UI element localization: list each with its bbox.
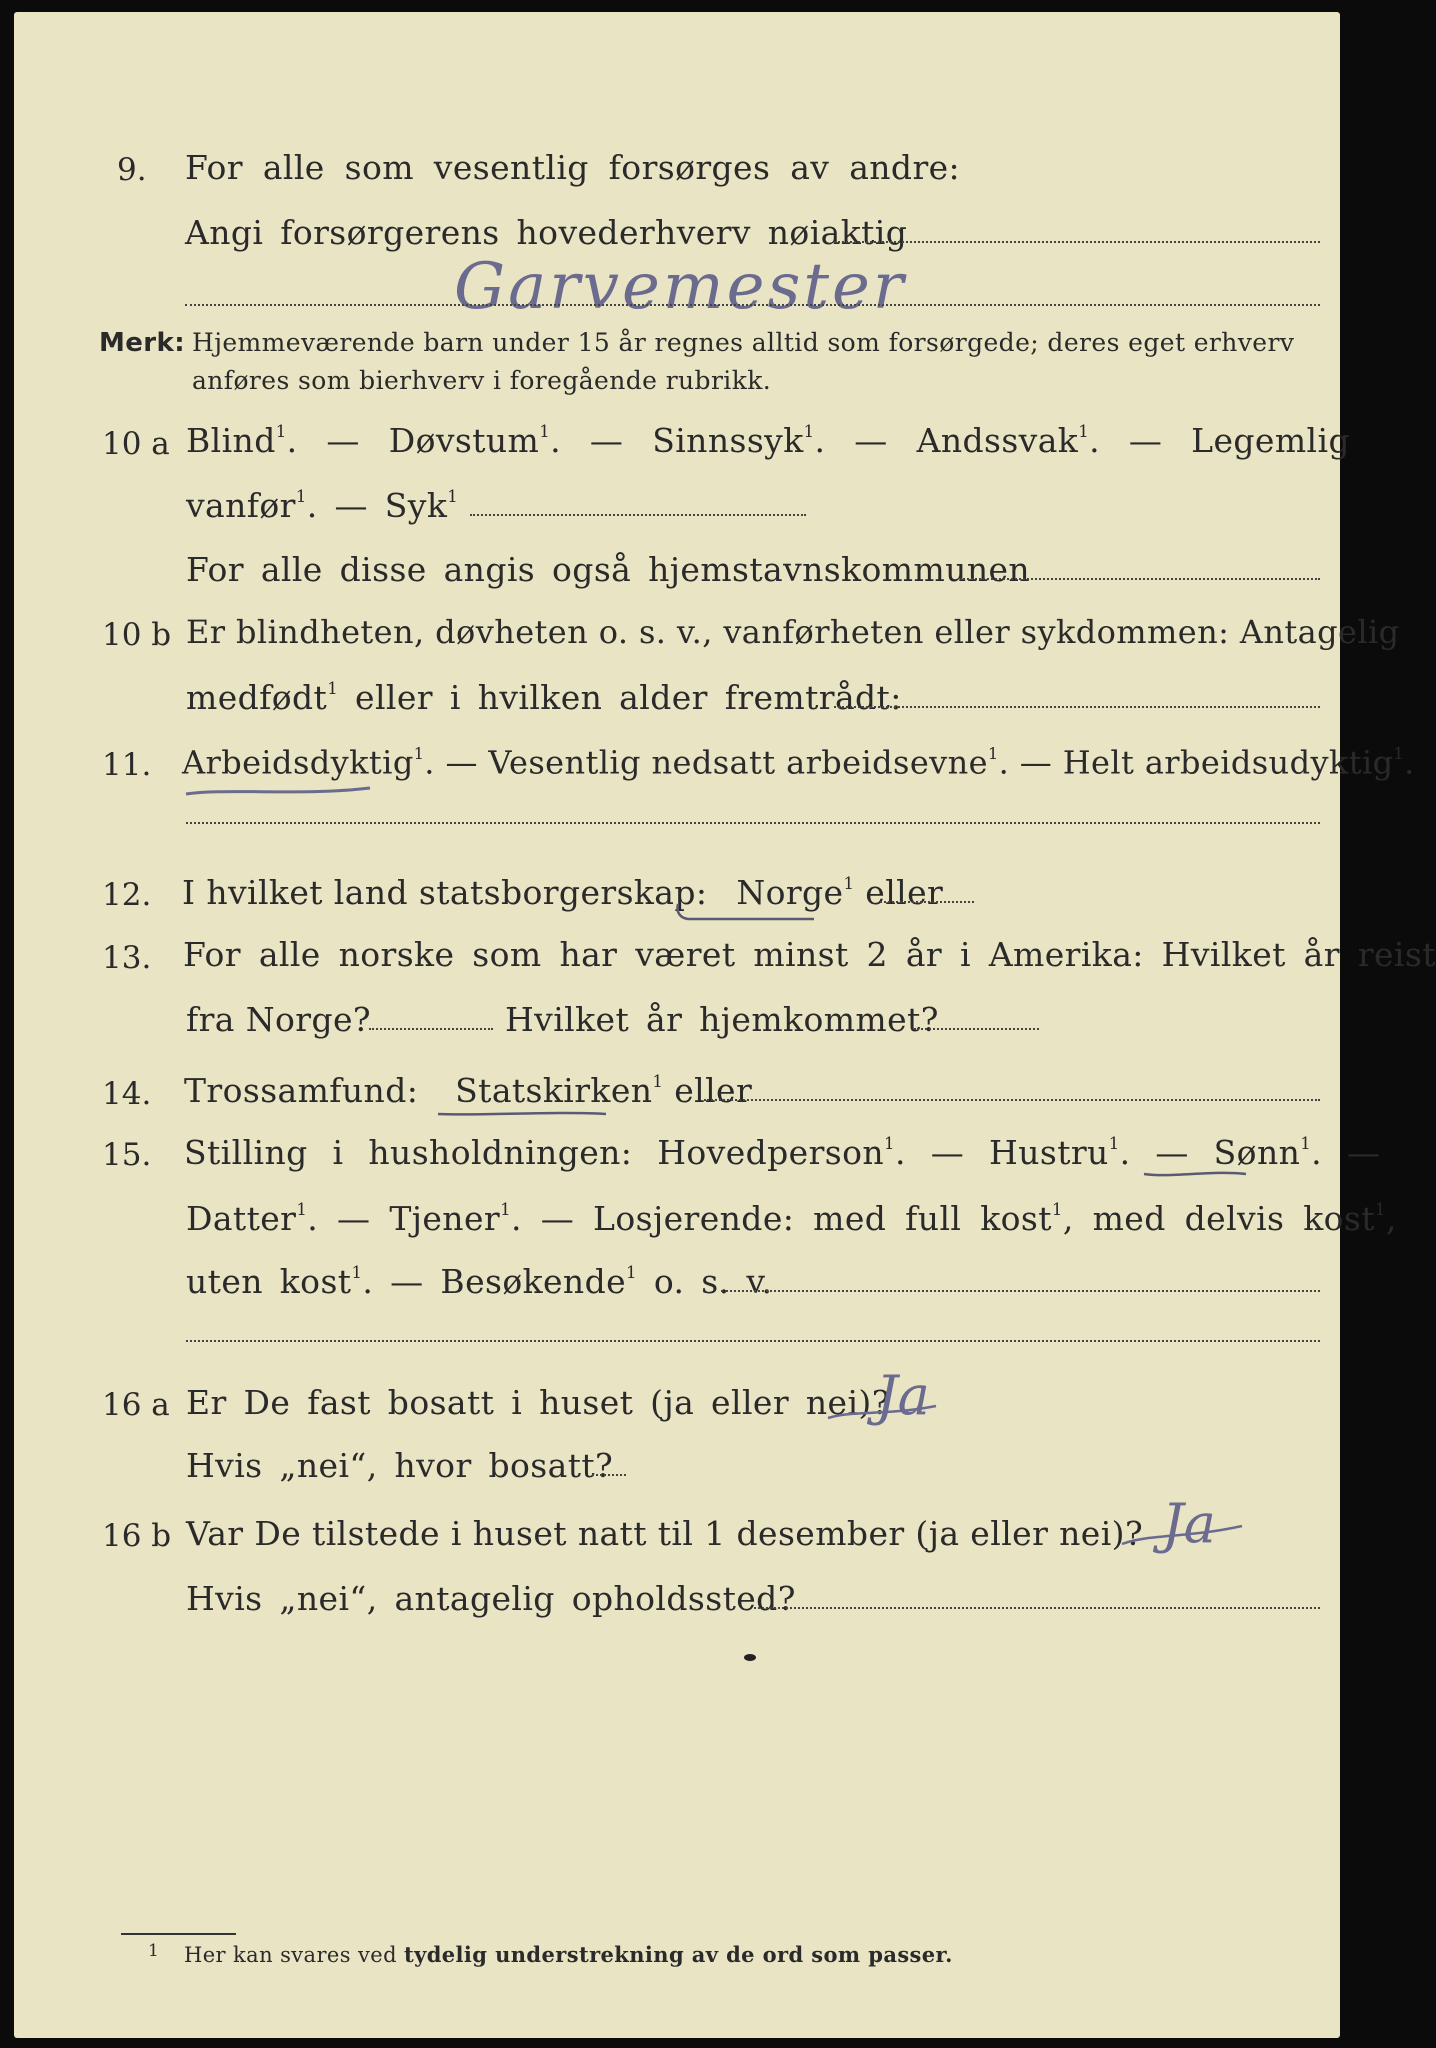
q14-statskirken: Statskirken: [455, 1071, 653, 1110]
q15-uten-kost: uten kost: [186, 1262, 352, 1301]
q9-answer-line-1: [834, 241, 1320, 243]
q15-number: 15.: [102, 1137, 152, 1173]
footnote-rule: [121, 1933, 236, 1935]
q10a-line3: For alle disse angis også hjemstavnskommunen: [186, 550, 1031, 589]
q15-tjener: . — Tjener: [307, 1199, 501, 1238]
q10b-line1: Er blindheten, døvheten o. s. v., vanførheten eller sykdommen: Antagelig: [186, 613, 1400, 651]
q15-datter: Datter: [186, 1199, 297, 1238]
q9-number: 9.: [117, 152, 147, 188]
q11-nedsatt: . — Vesentlig nedsatt arbeidsevne: [424, 743, 988, 782]
q15-answer-line-2: [186, 1340, 1320, 1342]
q15-besokende: . — Besøkende: [362, 1262, 627, 1301]
q10a-number: 10 a: [102, 426, 170, 462]
footnote-text: Her kan svares ved: [184, 1943, 404, 1967]
q16b-opholdssted-line: [754, 1607, 1320, 1609]
ink-dot: [744, 1654, 756, 1661]
q13-reist-line: [369, 1028, 493, 1030]
q12-eller: eller: [854, 873, 944, 912]
merk-line2: anføres som bierhverv i foregående rubrikk.: [192, 366, 772, 395]
merk-line1: Hjemmeværende barn under 15 år regnes alltid som forsørgede; deres eget erhverv: [192, 328, 1295, 357]
q12-pen-underline: [674, 902, 824, 926]
footnote-mark: 1: [148, 1941, 160, 1961]
q10a-hjemstavn-line: [960, 578, 1320, 580]
q14-answer-line: [704, 1099, 1320, 1101]
q12-norge: Norge: [736, 873, 844, 912]
q10a-blind: Blind: [186, 421, 276, 460]
q16a-bosatt-line: [592, 1474, 626, 1476]
q10a-syk-line: [470, 514, 806, 516]
q11-arbeidsdyktig: Arbeidsdyktig: [182, 743, 414, 782]
q11-pen-underline: [184, 782, 384, 802]
q13-number: 13.: [102, 940, 152, 976]
q13-reist: fra Norge?: [186, 1000, 372, 1039]
q13-hjemkommet-line: [914, 1028, 1039, 1030]
q16a-number: 16 a: [102, 1387, 170, 1423]
q14-question: Trossamfund:: [184, 1071, 419, 1110]
q11-udyktig: . — Helt arbeidsudyktig: [998, 743, 1394, 782]
q10b-number: 10 b: [102, 617, 172, 653]
q10b-medfodt: medfødt: [186, 678, 328, 717]
q14-eller: eller: [663, 1071, 753, 1110]
q16a-handwritten-answer: Ja: [876, 1364, 930, 1427]
q15-hovedperson: Stilling i husholdningen: Hovedperson: [184, 1133, 885, 1172]
q16b-handwritten-answer: Ja: [1162, 1492, 1216, 1555]
q10b-answer-line: [834, 706, 1320, 708]
merk-label: Merk:: [99, 328, 186, 358]
q10a-sinnssyk: . — Sinnssyk: [550, 421, 804, 460]
q12-question: I hvilket land statsborgerskap:: [182, 873, 708, 912]
footnote-emphasis: tydelig understrekning av de ord som passer.: [404, 1942, 953, 1967]
q14-number: 14.: [102, 1076, 152, 1112]
q13-line1: For alle norske som har været minst 2 år i Amerika: Hvilket år reist: [183, 935, 1436, 974]
q10a-andssvak: . — Andssvak: [814, 421, 1079, 460]
q16b-line1: Var De tilstede i huset natt til 1 desember (ja eller nei)?: [186, 1514, 1144, 1553]
q9-handwritten-answer: Garvemester: [454, 250, 907, 324]
q12-answer-line: [880, 901, 974, 903]
q16a-answer-stroke: [824, 1406, 944, 1426]
q16b-answer-stroke: [1118, 1524, 1248, 1548]
q9-line1: For alle som vesentlig forsørges av andre:: [185, 148, 961, 187]
q15-pen-underline: [1142, 1162, 1252, 1182]
q14-pen-underline: [436, 1106, 616, 1122]
q15-delvis-kost: , med delvis kost: [1062, 1199, 1375, 1238]
q10b-alder: eller i hvilken alder fremtrådt:: [338, 678, 902, 717]
q10a-vanfor: vanfør: [186, 486, 296, 525]
q9-answer-line-2: [185, 304, 1320, 306]
q16b-line2: Hvis „nei“, antagelig opholdssted?: [186, 1579, 796, 1618]
q13-hjemkommet: Hvilket år hjemkommet?: [505, 1000, 939, 1039]
q12-number: 12.: [102, 877, 152, 913]
q16a-line2: Hvis „nei“, hvor bosatt?: [186, 1446, 614, 1485]
q15-losjerende: . — Losjerende: med full kost: [510, 1199, 1052, 1238]
q9-line2: Angi forsørgerens hovederhverv nøiaktig: [185, 213, 908, 252]
q15-hustru: . — Hustru: [894, 1133, 1109, 1172]
q11-answer-line: [186, 822, 1320, 824]
q10a-syk: . — Syk: [306, 486, 448, 525]
q15-sonn: Sønn: [1213, 1133, 1301, 1172]
q16b-number: 16 b: [102, 1518, 172, 1554]
census-form-page: 9. For alle som vesentlig forsørges av andre: Angi forsørgerens hovederhverv nøiaktig Garvemester Merk: Hjemmeværende barn under 15 år regnes alltid som forsørgede; deres eget erhverv anføres som bierhverv i foregående rubrikk. 10 a Blind$^1$. — Døvstum$^1$. — Sinnssyk$^1$. — Andssvak$^1$. — Legemlig vanfør$^1$. — Syk$^1$ For alle disse angis også hjemstavnskommunen 10 b Er blindheten, døvheten o. s. v., vanførheten eller sykdommen: Antagelig medfødt$^1$ eller i hvilken alder fremtrådt: 11. Arbeidsdyktig$^1$. — Vesentlig nedsatt arbeidsevne$^1$. — Helt arbeidsudyktig$^1$. 12. I hvilket land statsborgerskap: Norge$^1$ eller 13. For alle norske som har været minst 2 år i Amerika: Hvilket år reist fra Norge? Hvilket år hjemkommet? 14. Trossamfund: Statskirken$^1$ eller 15. Stilling i husholdningen: Hovedperson$^1$. — Hustru$^1$. — Sønn$^1$. — Datter$^1$. — Tjener$^1$. — Losjerende: med full kost$^1$, med delvis kost$^1$, uten kost$^1$. — Besøkende$^1$ o. s. v. 16 a Er De fast bosatt i huset (ja eller nei)? Ja Hvis „nei“, hvor bosatt? 16 b Var De tilstede i huset natt til 1 desember (ja eller nei)? Ja Hvis „nei“, antagelig opholdssted? 1 Her kan svares ved tydelig understrekning av de ord som passer.: [14, 12, 1340, 2038]
q15-answer-line-1: [721, 1290, 1320, 1292]
q11-number: 11.: [102, 747, 152, 783]
q10a-dovstum: . — Døvstum: [286, 421, 540, 460]
q10a-legemlig: . — Legemlig: [1089, 421, 1350, 460]
q16a-line1: Er De fast bosatt i huset (ja eller nei)?: [186, 1383, 890, 1422]
